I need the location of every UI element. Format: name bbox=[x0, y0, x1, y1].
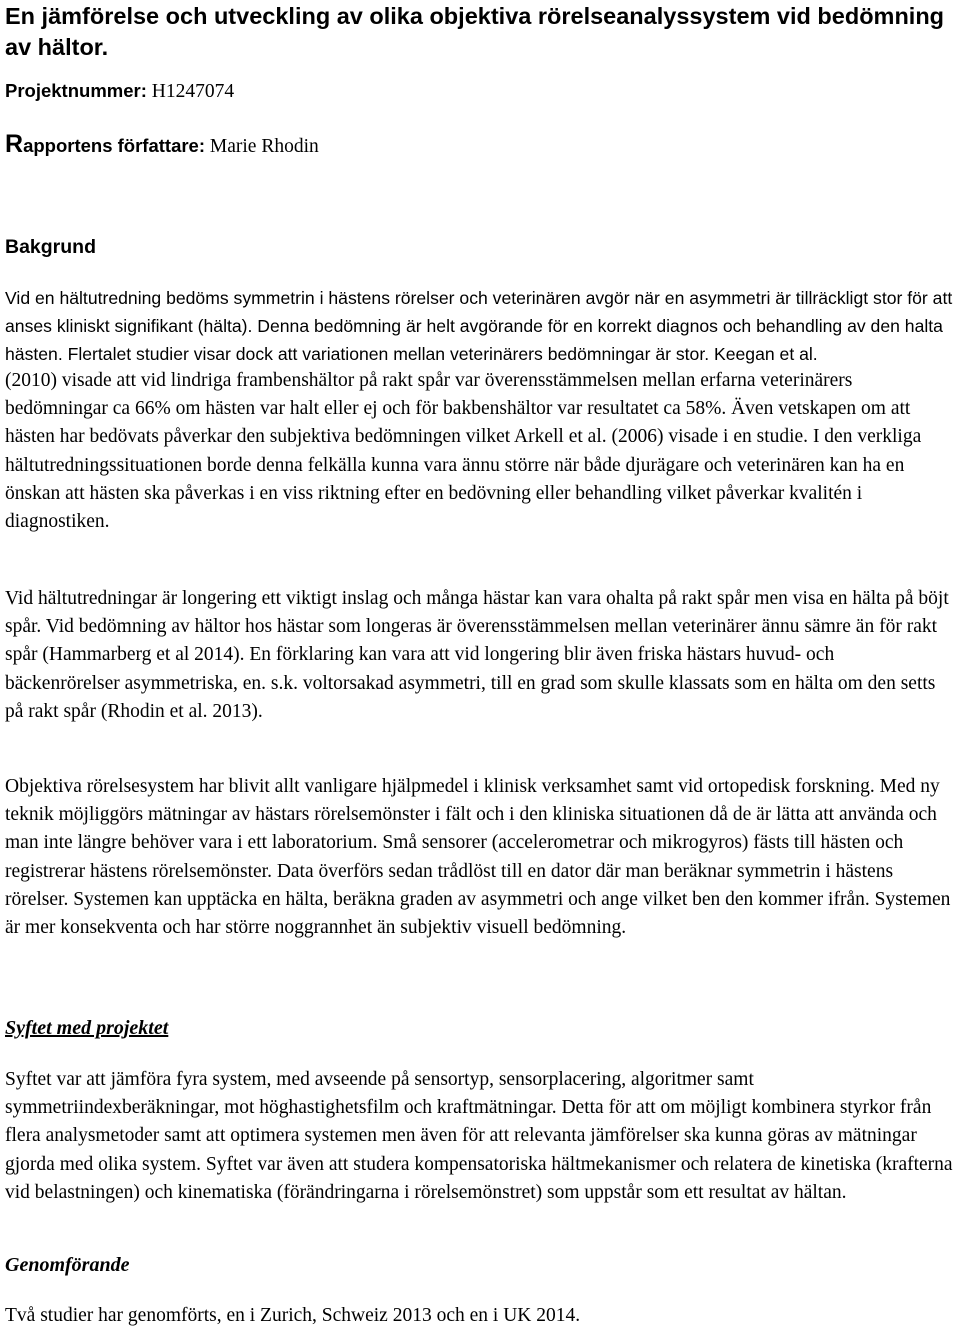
author-name: Marie Rhodin bbox=[209, 136, 319, 157]
section-heading-syftet: Syftet med projektet bbox=[5, 1017, 169, 1039]
project-number-label: Projektnummer: bbox=[5, 80, 147, 101]
paragraph-syftet: Syftet var att jämföra fyra system, med avseende på sensortyp, sensorplacering, algoritmer samt symmetriindexberäkningar, mot höghastighetsfilm och kraftmätningar. Detta för att om möjligt kombinera styrkor från flera analysmetoder samt att optimera systemen men även för att relevanta jämförelser ska kunna göras av mätningar gjorda med olika system. Syftet var även att studera kompensatoriska hältmekanismer och relatera de kinetiska (krafterna vid belastningen) och kinematiska (förändringarna i rörelsemönstret) som uppstår som ett resultat av hältan. bbox=[5, 1069, 953, 1203]
bakgrund-paragraph-serif bbox=[5, 367, 953, 536]
project-number-value: H1247074 bbox=[151, 81, 235, 102]
paragraph-objektiva-system: Objektiva rörelsesystem har blivit allt vanligare hjälpmedel i klinisk verksamhet samt vid ortopedisk forskning. Med ny teknik möjliggörs mätningar av hästars rörelsemönster i fält och i den kliniska situationen då de är lätta att använda och man inte längre behöver vara i ett laboratorium. Små sensorer (accelerometrar och mikrogyros) fästs till hästen och registrerar hästens rörelsemönster. Data överförs sedan trådlöst till en dator där man beräknar symmetrin i hästens rörelser. Systemen kan upptäcka en hälta, beräkna graden av asymmetri och ange vilket ben den kommer ifrån. Systemen är mer konsekventa och har större noggrannhet än subjektiv visuell bedömning. bbox=[5, 776, 951, 939]
paragraph-genomforande: Två studier har genomförts, en i Zurich, Schweiz 2013 och en i UK 2014. bbox=[5, 1305, 581, 1326]
author-label-rest: apportens författare: bbox=[23, 135, 206, 156]
project-number-line bbox=[5, 80, 234, 103]
section-heading-bakgrund: Bakgrund bbox=[5, 236, 97, 258]
bakgrund-serif-part-1: (2010) visade att vid lindriga frambenshältor på rakt spår var överensstämmelsen mellan erfarna veterinärers bedömningar ca 66% om hästen var halt eller ej och för bakbenshältor var resultatet ca 58%. Även vetskapen om att hästen har bedövats påverkar den subjektiva bedömningen vilket Arkell et al. (2006) visade i en studie. bbox=[5, 370, 911, 448]
paragraph-longering: Vid hältutredningar är longering ett viktigt inslag och många hästar kan vara ohalta på rakt spår men visa en hälta på böjt spår. Vid bedömning av hältor hos hästar som longeras är överensstämmelsen mellan veterinärer ännu sämre än för rakt spår (Hammarberg et al 2014). En förklaring kan vara att vid longering blir även friska hästars huvud- och bäckenrörelser asymmetriska, en. s.k. voltorsakad asymmetri, till en grad som skulle klassats som en hälta om den setts på rakt spår (Rhodin et al. 2013). bbox=[5, 588, 949, 722]
bakgrund-paragraph-sans: Vid en hältutredning bedöms symmetrin i hästens rörelser och veterinären avgör när en asymmetri är tillräckligt stor för att anses kliniskt signifikant (hälta). Denna bedömning är helt avgörande för en korrekt diagnos och behandling av den halta hästen. Flertalet studier visar dock att variationen mellan veterinärers bedömningar är stor. Keegan et al. bbox=[5, 288, 953, 364]
author-label-initial: R bbox=[5, 130, 24, 158]
author-line bbox=[5, 130, 319, 159]
author-label bbox=[5, 130, 206, 158]
bakgrund-serif-part-2: I den verkliga hältutredningssituationen borde denna felkälla kunna vara ännu större när både djurägare och veterinären kan ha en önskan att hästen ska påverkas i en viss riktning efter en bedövning eller behandling vilket påverkar kvalitén i diagnostiken. bbox=[5, 426, 922, 533]
section-heading-genomforande: Genomförande bbox=[5, 1254, 130, 1276]
document-title: En jämförelse och utveckling av olika objektiva rörelseanalyssystem vid bedömning av hältor. bbox=[5, 3, 945, 60]
document-page bbox=[5, 0, 953, 1326]
